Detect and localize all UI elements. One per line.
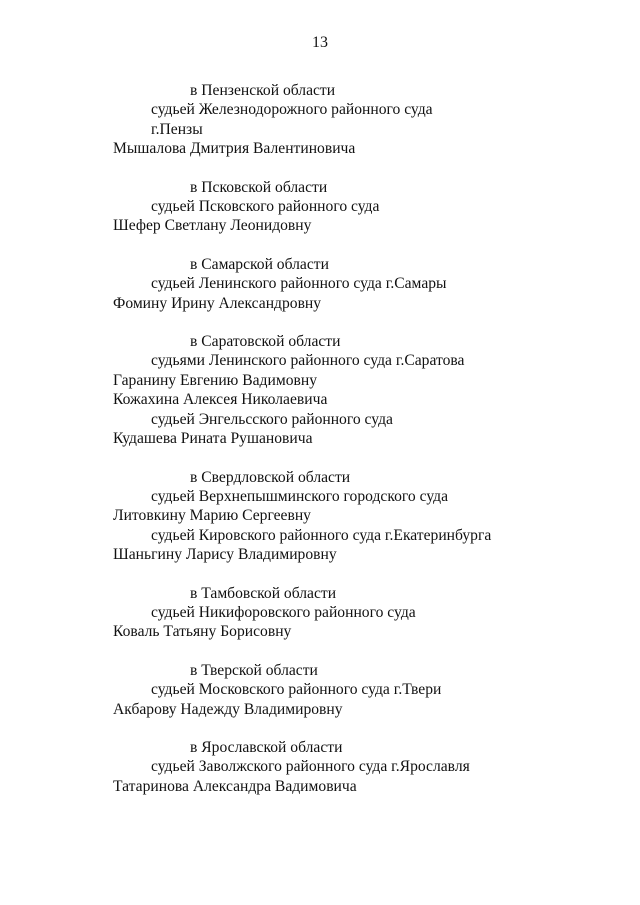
court-line: судьей Псковского районного суда	[151, 198, 380, 216]
judge-name: Шефер Светлану Леонидовну	[113, 217, 312, 235]
judge-name: Литовкину Марию Сергеевну	[113, 507, 311, 525]
court-line: судьей Энгельсского районного суда	[151, 410, 393, 428]
court-line: судьями Ленинского районного суда г.Саратова	[151, 352, 465, 370]
court-line: судьей Московского районного суда г.Твери	[151, 681, 442, 699]
region-heading: в Тверской области	[190, 661, 318, 679]
court-line: г.Пензы	[151, 120, 203, 138]
region-heading: в Саратовской области	[190, 333, 341, 351]
region-section	[0, 332, 640, 448]
judge-name: Коваль Татьяну Борисовну	[113, 623, 292, 641]
judge-name: Акбарову Надежду Владимировну	[113, 700, 343, 718]
page-number: 13	[312, 34, 328, 51]
judge-name: Кожахина Алексея Николаевича	[113, 391, 328, 409]
court-line: судьей Заволжского районного суда г.Ярославля	[151, 758, 470, 776]
region-heading: в Псковской области	[190, 178, 328, 196]
region-heading: в Самарской области	[190, 255, 329, 273]
judge-name: Фомину Ирину Александровну	[113, 294, 322, 312]
judge-name: Татаринова Александра Вадимовича	[113, 777, 357, 795]
region-section	[0, 81, 640, 159]
judge-name: Мышалова Дмитрия Валентиновича	[113, 140, 356, 158]
judge-name: Гаранину Евгению Вадимовну	[113, 371, 318, 389]
region-section	[0, 255, 640, 313]
region-heading: в Свердловской области	[190, 468, 351, 486]
region-section	[0, 661, 640, 719]
region-section	[0, 178, 640, 236]
region-heading: в Ярославской области	[190, 738, 343, 756]
judge-name: Шаньгину Ларису Владимировну	[113, 546, 337, 564]
court-line: судьей Железнодорожного районного суда	[151, 101, 433, 119]
region-section	[0, 738, 640, 796]
region-heading: в Пензенской области	[190, 82, 336, 99]
region-heading: в Тамбовской области	[190, 584, 337, 602]
judge-name: Кудашева Рината Рушановича	[113, 430, 313, 448]
region-section	[0, 468, 640, 565]
region-section	[0, 584, 640, 642]
court-line: судьей Кировского районного суда г.Екатеринбурга	[151, 526, 492, 544]
court-line: судьей Верхнепышминского городского суда	[151, 487, 448, 505]
court-line: судьей Ленинского районного суда г.Самары	[151, 275, 447, 293]
court-line: судьей Никифоровского районного суда	[151, 603, 416, 621]
appointment-list	[0, 81, 640, 815]
